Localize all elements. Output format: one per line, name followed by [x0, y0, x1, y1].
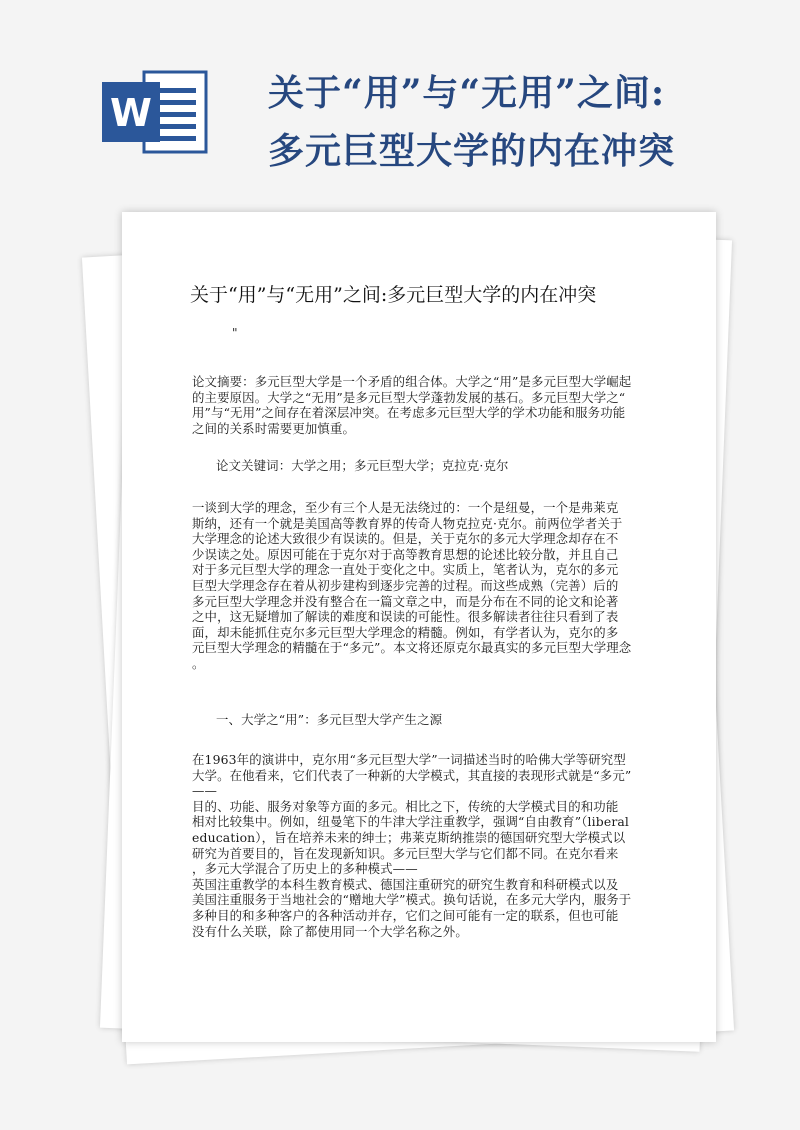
body-line: 多种目的和多种客户的各种活动并存，它们之间可能有一定的联系，但也可能	[192, 907, 619, 923]
banner-title	[268, 64, 788, 180]
intro-line: 多元巨型大学理念并没有整合在一篇文章之中，而是分布在不同的论文和论著	[192, 593, 619, 609]
body-line: 在1963年的演讲中，克尔用“多元巨型大学”一词描述当时的哈佛大学等研究型	[192, 752, 626, 767]
body-line: 美国注重服务于当地社会的“赠地大学”模式。换句话说，在多元大学内，服务于	[192, 892, 632, 908]
intro-line: 对于多元巨型大学的理念一直处于变化之中。实质上，笔者认为，克尔的多元	[192, 562, 619, 578]
body-line: 没有什么关联，除了都使用同一个大学名称之外。	[192, 923, 468, 939]
body-line: ——	[192, 783, 218, 799]
intro-line: 大学理念的论述大致很少有误读的。但是，关于克尔的多元大学理念却存在不	[192, 531, 619, 547]
intro-line: 之中，这无疑增加了解读的难度和误读的可能性。很多解读者往往只看到了表	[192, 609, 619, 625]
abstract-paragraph	[192, 374, 650, 436]
intro-line: 。	[192, 655, 205, 671]
section-heading	[216, 712, 674, 728]
body-line: education），旨在培养未来的绅士；弗莱克斯纳推崇的德国研究型大学模式以	[192, 829, 626, 845]
word-document-icon	[100, 66, 210, 158]
body-line: 研究为首要目的，旨在发现新知识。多元巨型大学与它们都不同。在克尔看来	[192, 845, 619, 861]
intro-line: 巨型大学理念存在着从初步建构到逐步完善的过程。而这些成熟（完善）后的	[192, 577, 619, 593]
intro-line: 斯纳，还有一个就是美国高等教育界的传奇人物克拉克·克尔。前两位学者关于	[192, 515, 623, 531]
body-line: 英国注重教学的本科生教育模式、德国注重研究的研究生教育和科研模式以及	[192, 876, 619, 892]
banner-title-line-2: 多元巨型大学的内在冲突	[268, 130, 676, 172]
abstract-line: 用”与“无用”之间存在着深层冲突。在考虑多元巨型大学的学术功能和服务功能	[192, 405, 626, 421]
intro-line: 面，却未能抓住克尔多元巨型大学理念的精髓。例如，有学者认为，克尔的多	[192, 624, 619, 640]
keywords-line	[216, 458, 674, 474]
document-mark: "	[232, 326, 238, 340]
abstract-line: 的主要原因。大学之“无用”是多元巨型大学蓬勃发展的基石。多元巨型大学之“	[192, 389, 626, 405]
section-heading-text: 一、大学之“用”：多元巨型大学产生之源	[216, 712, 443, 727]
abstract-line: 论文摘要：多元巨型大学是一个矛盾的组合体。大学之“用”是多元巨型大学崛起	[192, 374, 632, 389]
intro-paragraph	[192, 500, 650, 672]
banner-title-line-1: 关于“用”与“无用”之间:	[268, 72, 666, 114]
intro-line: 一谈到大学的理念，至少有三个人是无法绕过的：一个是纽曼，一个是弗莱克	[192, 500, 619, 515]
body-line: 大学。在他看来，它们代表了一种新的大学模式，其直接的表现形式就是“多元”	[192, 767, 632, 783]
word-logo-letter: W	[110, 91, 152, 135]
intro-line: 少误读之处。原因可能在于克尔对于高等教育思想的论述比较分散，并且自己	[192, 546, 619, 562]
body-line: 目的、功能、服务对象等方面的多元。相比之下，传统的大学模式目的和功能	[192, 798, 619, 814]
body-line: ，多元大学混合了历史上的多种模式——	[192, 861, 418, 877]
abstract-line: 之间的关系时需要更加慎重。	[192, 420, 356, 436]
body-paragraph	[192, 752, 650, 939]
document-title: 关于“用”与“无用”之间:多元巨型大学的内在冲突	[190, 284, 597, 306]
intro-line: 元巨型大学理念的精髓在于“多元”。本文将还原克尔最真实的多元巨型大学理念	[192, 640, 632, 656]
keywords-text: 论文关键词：大学之用；多元巨型大学；克拉克·克尔	[216, 458, 509, 473]
body-line: 相对比较集中。例如，纽曼笔下的牛津大学注重教学，强调“自由教育”（liberal	[192, 814, 630, 830]
